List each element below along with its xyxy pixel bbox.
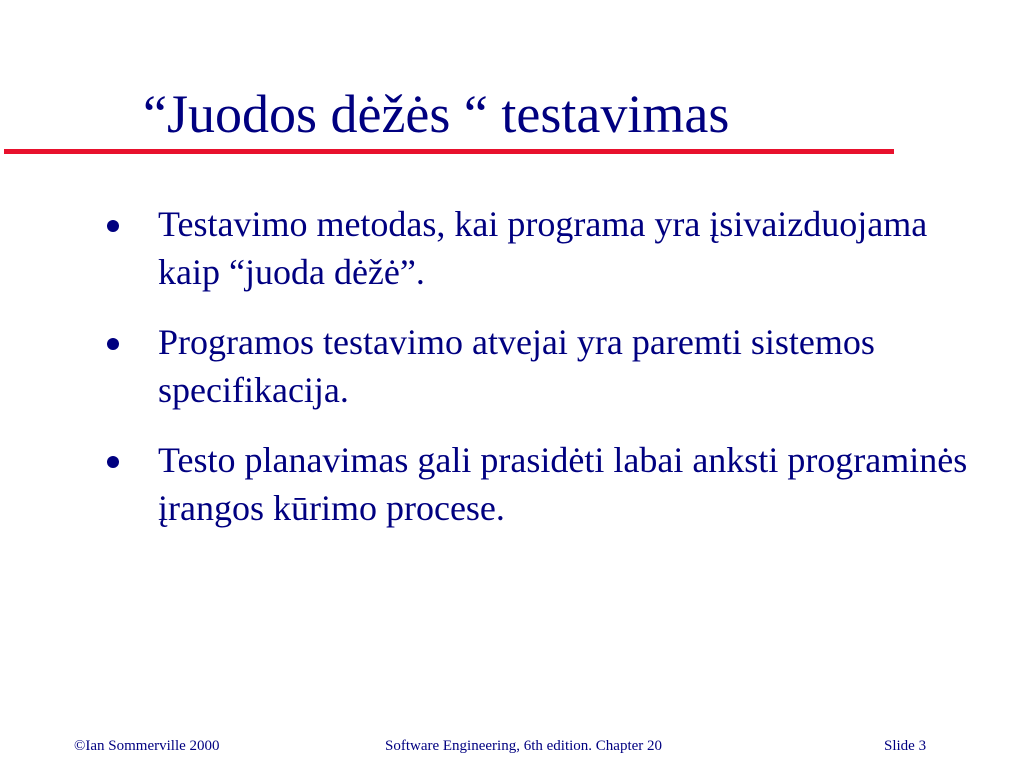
bullet-item <box>100 436 980 532</box>
slide-title: “Juodos dėžės “ testavimas <box>143 84 730 144</box>
bullet-list <box>100 200 980 554</box>
bullet-dot-icon <box>107 220 119 232</box>
bullet-dot-icon <box>107 456 119 468</box>
footer-copyright: ©Ian Sommerville 2000 <box>74 738 220 754</box>
bullet-item <box>100 200 980 296</box>
footer-slide-number: Slide 3 <box>884 738 927 754</box>
footer-book-title: Software Engineering, 6th edition. Chapter 20 <box>385 738 663 754</box>
bullet-text: Testo planavimas gali prasidėti labai anksti programinės įrangos kūrimo procese. <box>158 440 968 528</box>
bullet-item <box>100 318 980 414</box>
bullet-text: Testavimo metodas, kai programa yra įsivaizduojama kaip “juoda dėžė”. <box>158 204 928 292</box>
bullet-text: Programos testavimo atvejai yra paremti sistemos specifikacija. <box>158 322 875 410</box>
title-underline-rule <box>4 149 894 154</box>
bullet-dot-icon <box>107 338 119 350</box>
